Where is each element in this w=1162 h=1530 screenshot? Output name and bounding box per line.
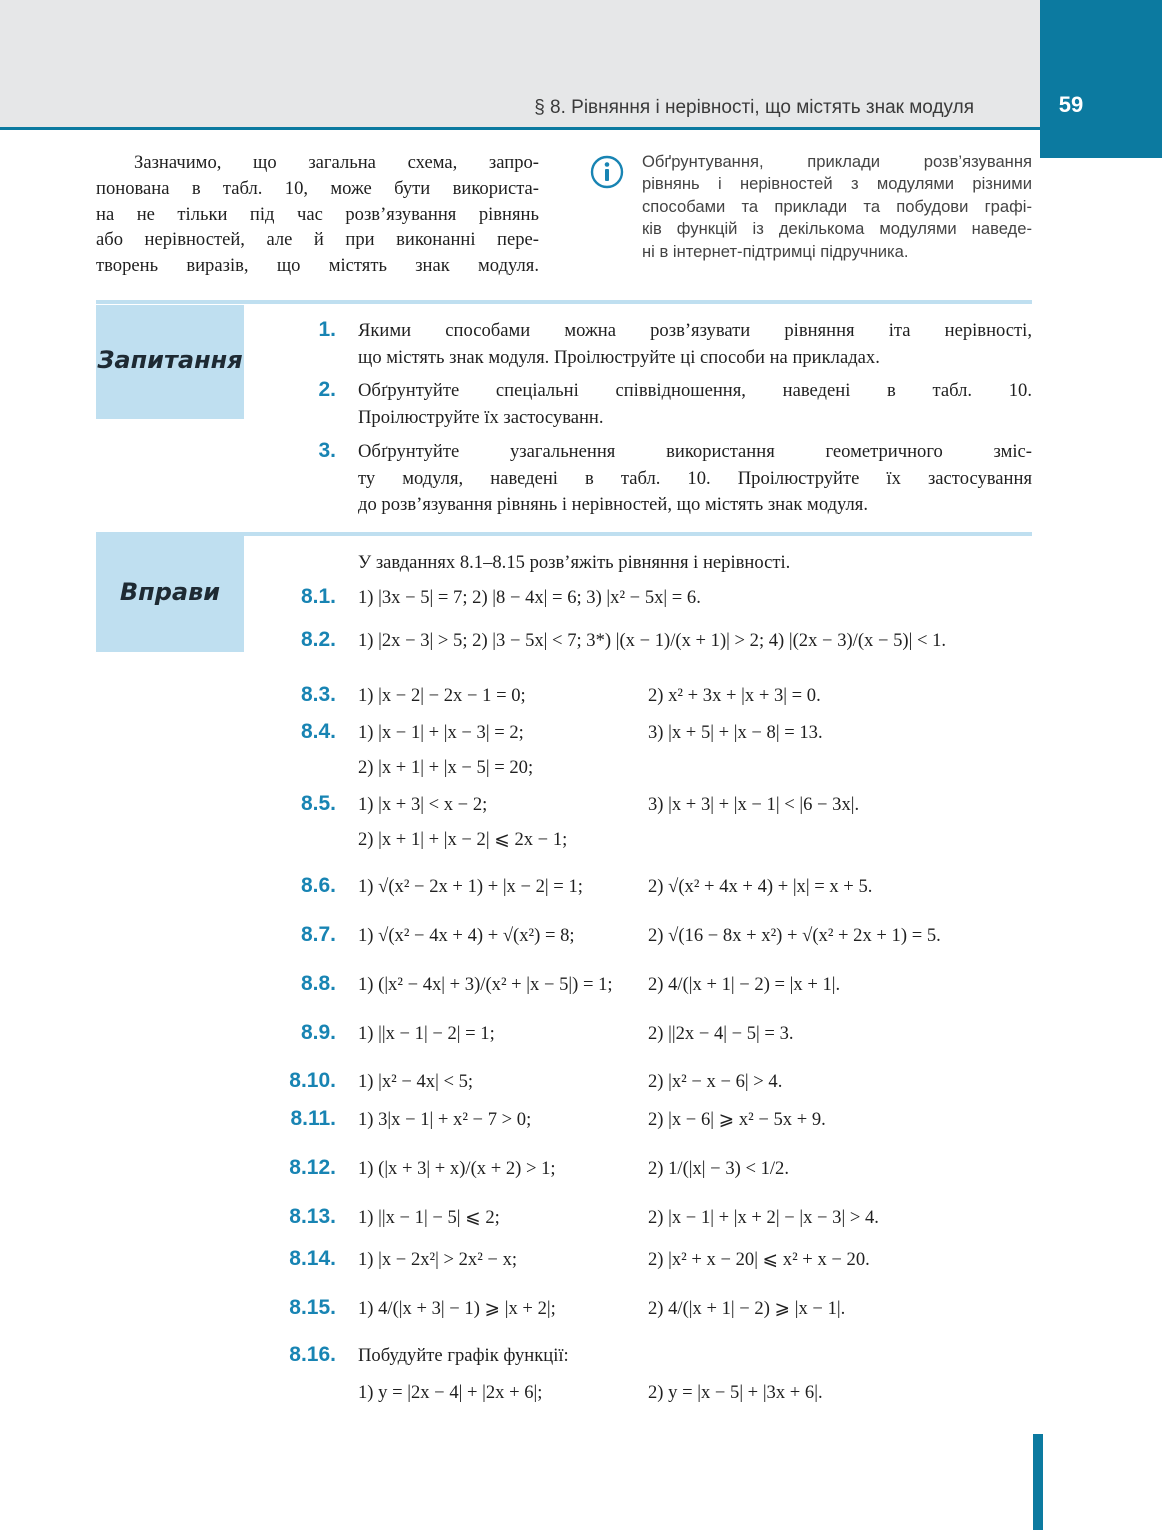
- info-line: рівнянь і нерівностей з модулями різними: [642, 174, 1032, 194]
- question-line: Проілюструйте їх застосуванн.: [358, 406, 604, 428]
- question-number: 1.: [318, 318, 336, 341]
- exercise-number: 8.2.: [300, 628, 336, 651]
- exercise-part: 2) √(x² + 4x + 4) + |x| = x + 5.: [648, 876, 873, 897]
- exercise-number: 8.5.: [300, 792, 336, 815]
- intro-line: на не тільки під час розв’язування рівнянь: [96, 203, 539, 225]
- exercise-part: 2) 4/(|x + 1| − 2) = |x + 1|.: [648, 974, 841, 995]
- exercise-part: 2) 4/(|x + 1| − 2) ⩾ |x − 1|.: [648, 1298, 846, 1319]
- question-number: 3.: [318, 439, 336, 462]
- exercise-part: 2) |x² − x − 6| > 4.: [648, 1071, 783, 1092]
- exercise-part: 2) |x − 6| ⩾ x² − 5x + 9.: [648, 1109, 826, 1130]
- exercise-part: 1) |x + 3| < x − 2;: [358, 794, 488, 815]
- exercise-number: 8.8.: [300, 972, 336, 995]
- info-note: [642, 151, 1032, 263]
- info-line: способами та приклади та побудови графі-: [642, 196, 1032, 216]
- exercise-part: 1) √(x² − 2x + 1) + |x − 2| = 1;: [358, 876, 583, 897]
- exercise-part: 2) 1/(|x| − 3) < 1/2.: [648, 1158, 789, 1179]
- exercise-part: 3) |x + 3| + |x − 1| < |6 − 3x|.: [648, 794, 860, 815]
- exercise-number: 8.14.: [289, 1247, 336, 1270]
- exercise-number: 8.10.: [289, 1069, 336, 1092]
- exercise-number: 8.16.: [289, 1343, 336, 1366]
- exercise-part: 1) |2x − 3| > 5; 2) |3 − 5x| < 7; 3*) |(x − 1)/(x + 1)| > 2; 4) |(2x − 3)/(x − 5)| < 1.: [358, 630, 947, 651]
- bottom-accent-bar: [1033, 1434, 1043, 1530]
- info-line: Обґрунтування, приклади розв’язування: [642, 152, 1032, 171]
- exercise-number: 8.4.: [300, 720, 336, 743]
- intro-line: понована в табл. 10, може бути використа-: [96, 177, 539, 199]
- exercise-part: 2) √(16 − 8x + x²) + √(x² + 2x + 1) = 5.: [648, 925, 941, 946]
- page-tab: [1040, 0, 1162, 158]
- exercise-part: 1) y = |2x − 4| + |2x + 6|;: [358, 1382, 543, 1403]
- info-line: ків функцій із декількома модулями наведе-: [642, 219, 1032, 239]
- question-line: до розв’язування рівнянь і нерівностей, що містять знак модуля.: [358, 494, 868, 516]
- exercise-part: 2) y = |x − 5| + |3x + 6|.: [648, 1382, 823, 1403]
- exercise-part: 1) |x − 2| − 2x − 1 = 0;: [358, 685, 526, 706]
- exercise-part: 2) x² + 3x + |x + 3| = 0.: [648, 685, 821, 706]
- info-line: ні в інтернет-підтримці підручника.: [642, 241, 909, 261]
- exercise-number: 8.3.: [300, 683, 336, 706]
- question-line: Обґрунтуйте спеціальні співвідношення, наведені в табл. 10.: [358, 380, 1032, 401]
- exercise-number: 8.1.: [300, 585, 336, 608]
- exercise-part: 2) |x − 1| + |x + 2| − |x − 3| > 4.: [648, 1207, 879, 1228]
- exercise-part: 2) |x + 1| + |x − 2| ⩽ 2x − 1;: [358, 829, 568, 850]
- exercise-number: 8.6.: [300, 874, 336, 897]
- question-line: Якими способами можна розв’язувати рівняння іта нерівності,: [358, 320, 1032, 341]
- info-icon: [590, 155, 624, 189]
- questions-rule: [96, 300, 1032, 304]
- exercise-part: 2) |x² + x − 20| ⩽ x² + x − 20.: [648, 1249, 870, 1270]
- intro-paragraph: [96, 150, 539, 279]
- exercise-part: 1) |x − 2x²| > 2x² − x;: [358, 1249, 518, 1270]
- exercise-number: 8.9.: [300, 1021, 336, 1044]
- exercises-intro: У завданнях 8.1–8.15 розв’яжіть рівняння і нерівності.: [358, 552, 791, 573]
- exercise-part: 1) |3x − 5| = 7; 2) |8 − 4x| = 6; 3) |x² − 5x| = 6.: [358, 587, 701, 608]
- question-line: що містять знак модуля. Проілюструйте ці способи на прикладах.: [358, 346, 880, 368]
- exercise-number: 8.7.: [300, 923, 336, 946]
- header-rule: [0, 127, 1040, 130]
- exercise-part: 1) |x − 1| + |x − 3| = 2;: [358, 722, 524, 743]
- question-text: [358, 378, 1032, 431]
- exercises-title: Вправи: [119, 578, 221, 606]
- exercise-part: 1) 4/(|x + 3| − 1) ⩾ |x + 2|;: [358, 1298, 556, 1319]
- exercise-number: 8.11.: [290, 1107, 336, 1130]
- page-number: 59: [1058, 92, 1084, 117]
- exercise-part: 1) ||x − 1| − 2| = 1;: [358, 1023, 495, 1044]
- running-head: § 8. Рівняння і нерівності, що містять знак модуля: [534, 97, 974, 118]
- exercise-part: 1) |x² − 4x| < 5;: [358, 1071, 474, 1092]
- exercise-part: 3) |x + 5| + |x − 8| = 13.: [648, 722, 823, 743]
- exercise-part: 2) |x + 1| + |x − 5| = 20;: [358, 757, 534, 778]
- exercise-number: 8.13.: [289, 1205, 336, 1228]
- exercise-part: 1) ||x − 1| − 5| ⩽ 2;: [358, 1207, 500, 1228]
- exercise-part: 1) 3|x − 1| + x² − 7 > 0;: [358, 1109, 532, 1130]
- question-text: [358, 318, 1032, 371]
- exercise-text: Побудуйте графік функції:: [358, 1345, 569, 1366]
- question-line: ту модуля, наведені в табл. 10. Проілюструйте їх застосування: [358, 467, 1032, 489]
- question-line: Обґрунтуйте узагальнення використання геометричного зміс-: [358, 441, 1032, 462]
- question-text: [358, 439, 1032, 519]
- exercise-part: 1) (|x² − 4x| + 3)/(x² + |x − 5|) = 1;: [358, 974, 613, 995]
- exercise-part: 1) (|x + 3| + x)/(x + 2) > 1;: [358, 1158, 556, 1179]
- exercise-number: 8.12.: [289, 1156, 336, 1179]
- intro-line: Зазначимо, що загальна схема, запро-: [134, 152, 539, 173]
- intro-line: творень виразів, що містять знак модуля.: [96, 255, 539, 277]
- exercise-part: 2) ||2x − 4| − 5| = 3.: [648, 1023, 794, 1044]
- intro-line: або нерівностей, але й при виконанні пере-: [96, 229, 539, 251]
- questions-title: Запитання: [97, 346, 243, 374]
- exercise-number: 8.15.: [289, 1296, 336, 1319]
- question-number: 2.: [318, 378, 336, 401]
- exercise-part: 1) √(x² − 4x + 4) + √(x²) = 8;: [358, 925, 575, 946]
